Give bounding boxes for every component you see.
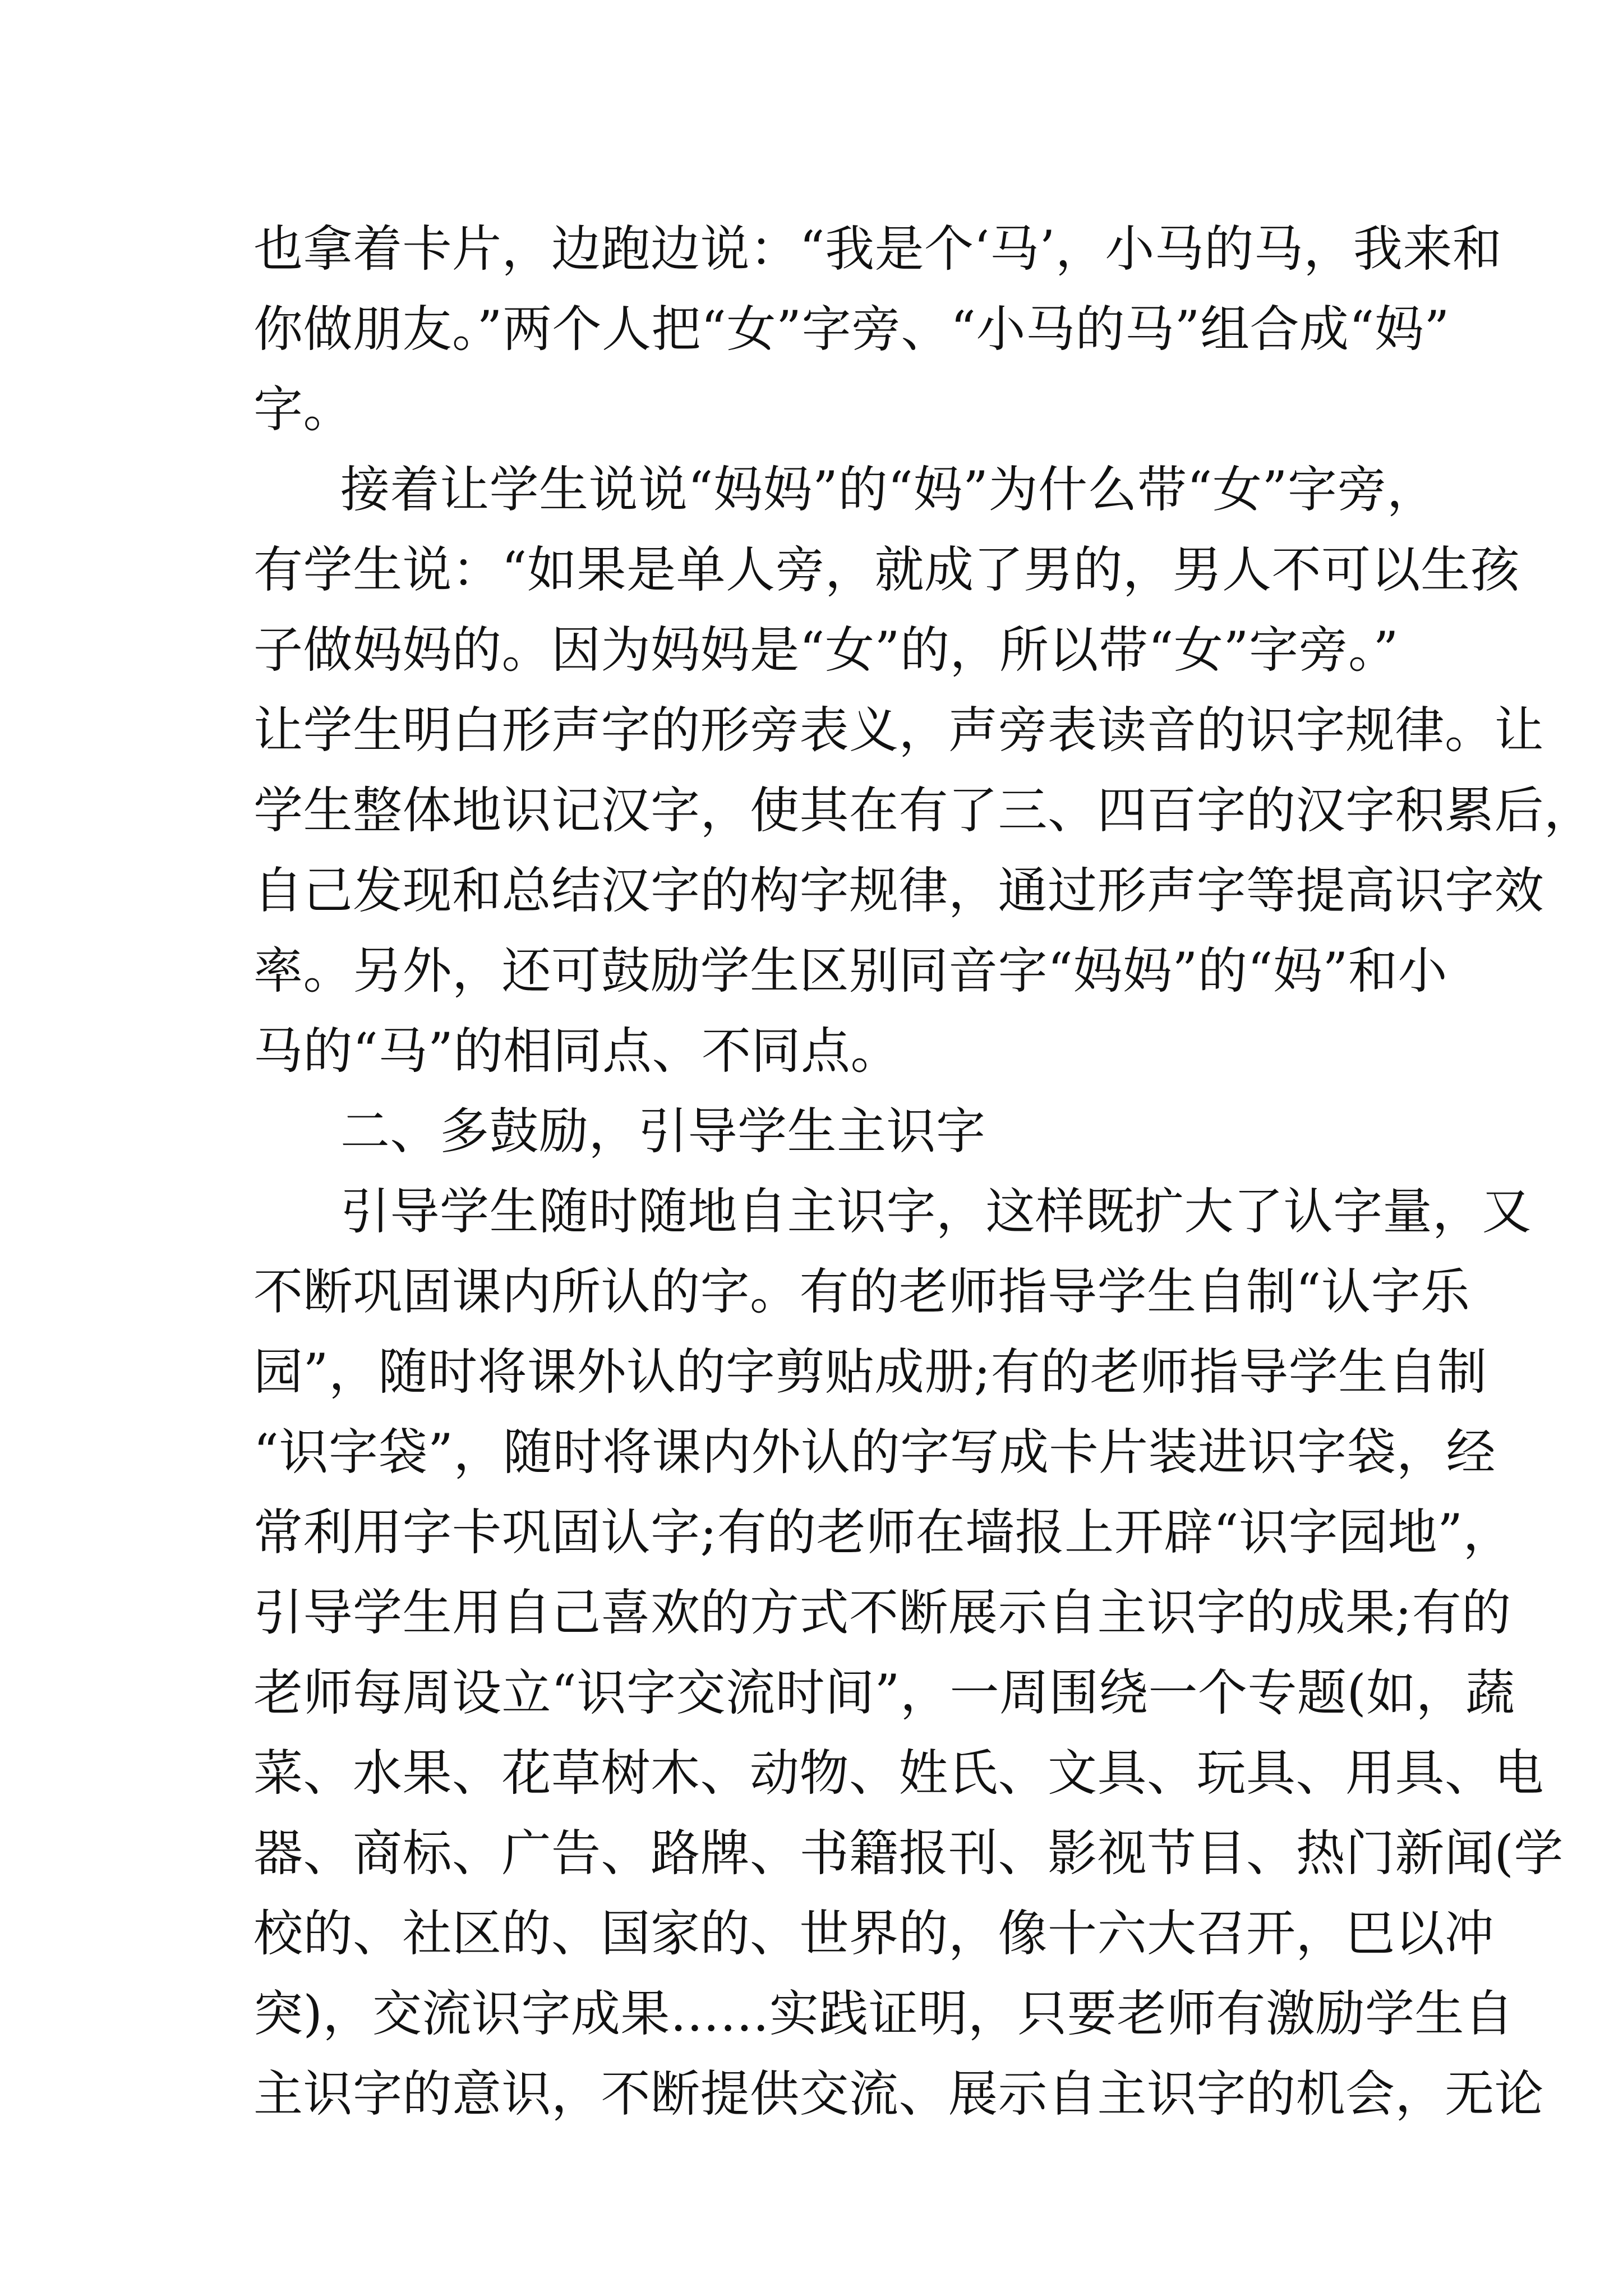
text-line: 主识字的意识，不断提供交流、展示自主识字的机会，无论 (253, 2065, 1544, 2123)
text-line: 马的“马”的相同点、不同点。 (253, 1022, 900, 1080)
text-line: 老师每周设立“识字交流时间”，一周围绕一个专题(如，蔬 (253, 1664, 1515, 1722)
text-line: 不断巩固课内所认的字。有的老师指导学生自制“认字乐 (253, 1263, 1470, 1320)
section-heading: 二、多鼓励，引导学生主识字 (340, 1102, 986, 1160)
text-line: 突)，交流识字成果……实践证明，只要老师有激励学生自 (253, 1985, 1514, 2042)
text-line: 让学生明白形声字的形旁表义，声旁表读音的识字规律。让 (253, 701, 1544, 759)
text-line: 有学生说：“如果是单人旁，就成了男的，男人不可以生孩 (253, 541, 1520, 599)
text-line: “识字袋”，随时将课内外认的字写成卡片装进识字袋，经 (253, 1423, 1496, 1481)
text-line: 也拿着卡片，边跑边说：“我是个‘马’，小马的马，我来和 (253, 220, 1502, 278)
text-line: 校的、社区的、国家的、世界的，像十六大召开，巴以冲 (253, 1904, 1495, 1962)
text-line: 你做朋友。”两个人把“女”字旁、“小马的马”组合成“妈” (253, 300, 1450, 358)
text-line: 子做妈妈的。因为妈妈是“女”的，所以带“女”字旁。” (253, 621, 1399, 679)
text-line: 引导学生用自己喜欢的方式不断展示自主识字的成果;有的 (253, 1584, 1511, 1641)
text-line: 菜、水果、花草树木、动物、姓氏、文具、玩具、用具、电 (253, 1744, 1544, 1802)
text-line: 器、商标、广告、路牌、书籍报刊、影视节目、热门新闻(学 (253, 1824, 1564, 1882)
text-line: 常利用字卡巩固认字;有的老师在墙报上开辟“识字园地”， (253, 1503, 1513, 1561)
paragraph-start-line: 引导学生随时随地自主识字，这样既扩大了认字量，又 (340, 1182, 1532, 1240)
text-line: 园”，随时将课外认的字剪贴成册;有的老师指导学生自制 (253, 1343, 1487, 1401)
body-text (253, 209, 1594, 2134)
text-line: 学生整体地识记汉字，使其在有了三、四百字的汉字积累后， (253, 781, 1594, 839)
paragraph-start-line: 接着让学生说说“妈妈”的“妈”为什么带“女”字旁， (340, 461, 1437, 518)
text-line: 自己发现和总结汉字的构字规律，通过形声字等提高识字效 (253, 862, 1544, 919)
text-line: 字。 (253, 380, 353, 438)
text-line: 率。另外，还可鼓励学生区别同音字“妈妈”的“妈”和小 (253, 942, 1447, 1000)
